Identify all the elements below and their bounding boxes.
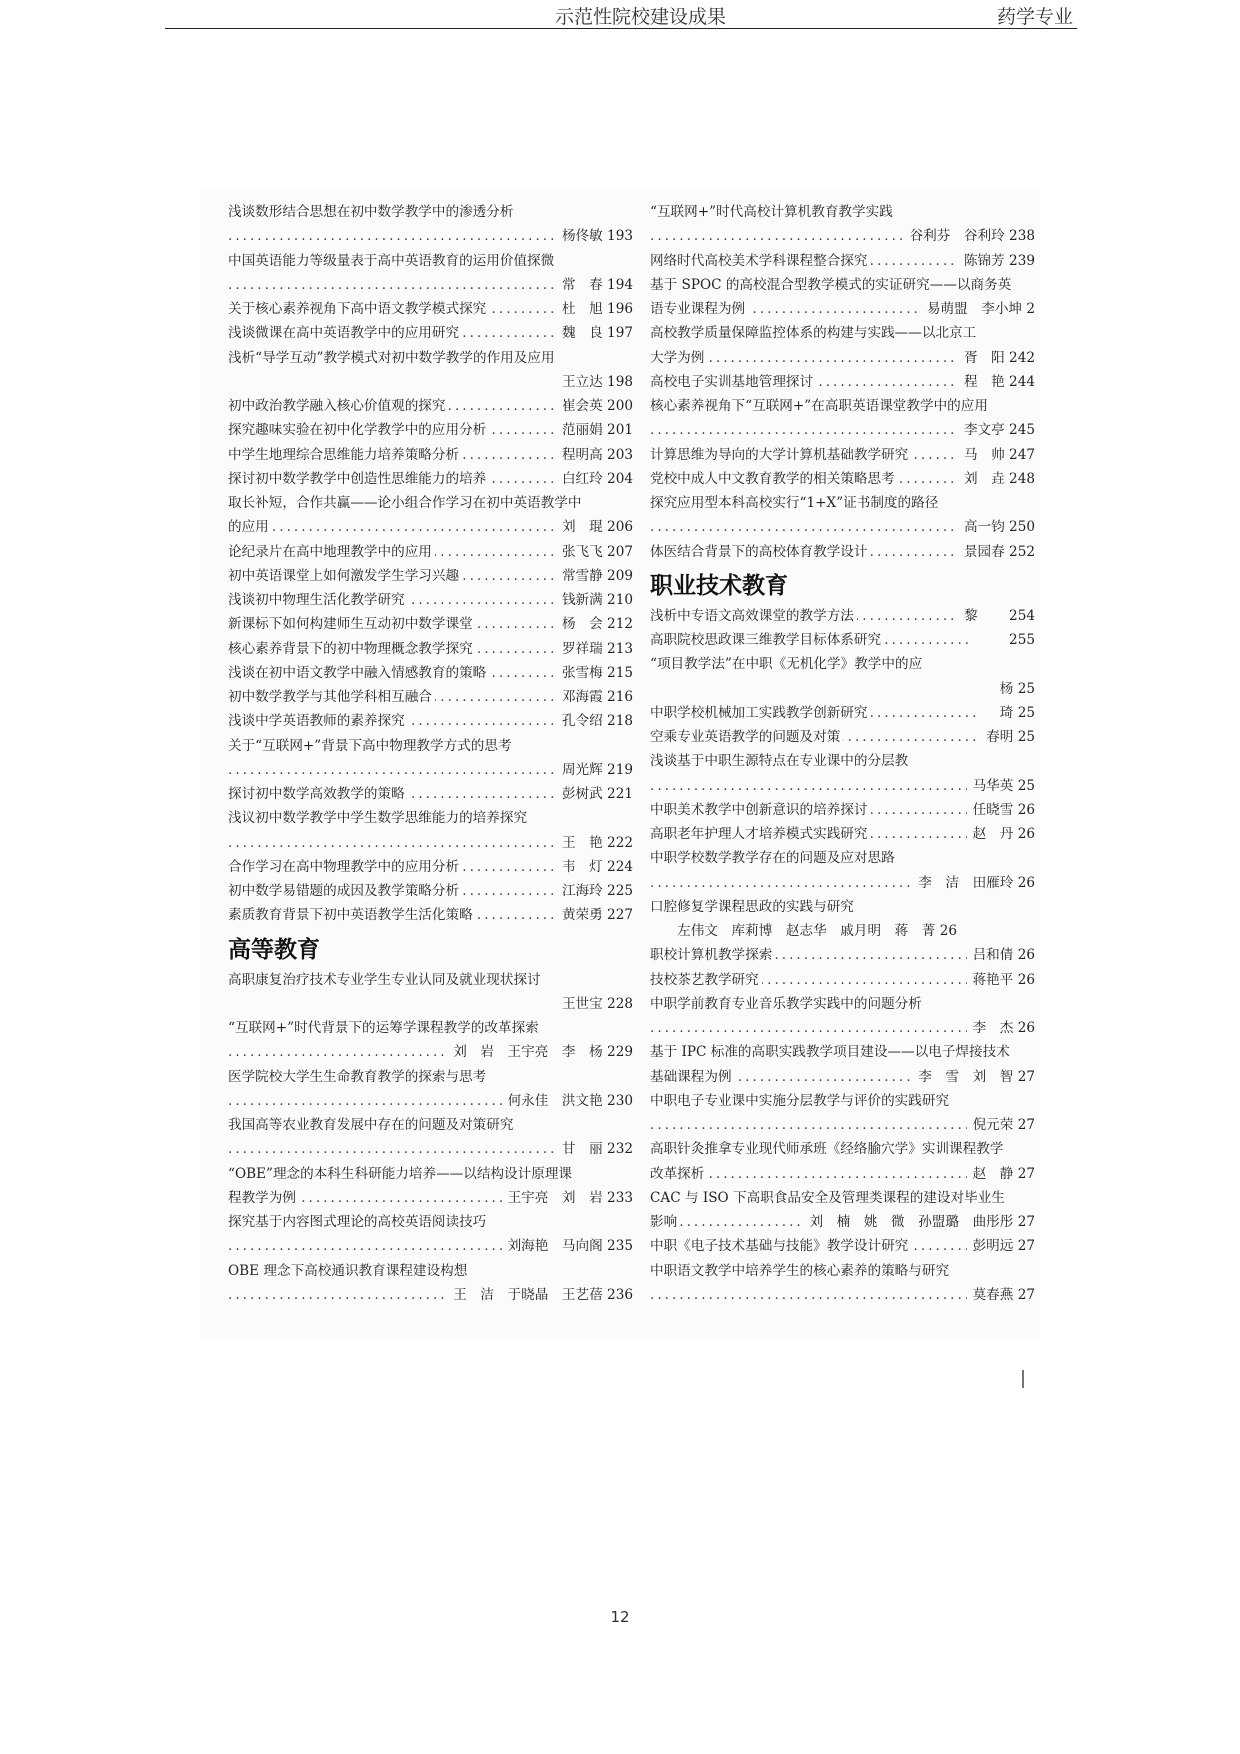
toc-entry [650, 1040, 1035, 1064]
toc-entry-title: 中职语文教学中培养学生的核心素养的策略与研究 [650, 1263, 952, 1279]
scan-mark [1022, 1370, 1024, 1388]
section-heading: 高等教育 [228, 936, 320, 963]
toc-entry [228, 968, 633, 992]
toc-entry-author-page: 胥 阳 242 [958, 346, 1035, 370]
toc-entry-author-page: 范丽娟 201 [556, 418, 633, 442]
toc-entry [228, 758, 633, 782]
toc-entry [228, 1137, 633, 1161]
toc-entry [650, 515, 1035, 539]
toc-entry-author-page: 常雪静 209 [556, 564, 633, 588]
toc-entry-author-page: 琦 25 [980, 701, 1035, 725]
toc-entry-title: 核心素养背景下的初中物理概念教学探究 [228, 641, 476, 657]
toc-entry [228, 443, 633, 467]
toc-entry-author-page: 刘 楠 姚 微 孙盟璐 曲彤彤 27 [803, 1210, 1035, 1234]
toc-entry [650, 846, 1035, 870]
toc-entry [650, 1234, 1035, 1258]
toc-entry-title: 影响 [650, 1214, 680, 1230]
toc-entry [650, 200, 1035, 224]
toc-entry-author-page: ..... 常 春 194 [556, 273, 633, 297]
toc-entry-title: 网络时代高校美术学科课程整合探究 [650, 253, 871, 269]
toc-entry-author-page: 江海玲 225 [556, 879, 633, 903]
toc-entry [228, 200, 633, 224]
toc-entry [650, 1259, 1035, 1283]
toc-entry-author-page: 王世宝 228 [556, 992, 633, 1016]
toc-entry [228, 637, 633, 661]
toc-entry-author-page: 王宇亮 刘 岩 233 [502, 1186, 633, 1210]
toc-entry-author-page: 易萌盟 李小坤 2 [921, 297, 1035, 321]
toc-entry-author-page: 赵 静 27 [967, 1162, 1035, 1186]
toc-entry-title: 职校计算机教学探索 [650, 947, 775, 963]
toc-entry [228, 1186, 633, 1210]
toc-entry-author-page: ..... 莫春燕 27 [967, 1283, 1035, 1307]
toc-entry [228, 467, 633, 491]
toc-entry-title: 关于核心素养视角下高中语文教学模式探究 [228, 301, 489, 317]
toc-entry [228, 346, 633, 370]
toc-entry-author-page: 255 [972, 628, 1035, 652]
toc-entry-title: 浅谈基于中职生源特点在专业课中的分层教 [650, 753, 911, 769]
toc-entry-title: 中职学前教育专业音乐教学实践中的问题分析 [650, 996, 925, 1012]
toc-entry [228, 1259, 633, 1283]
toc-entry [228, 1089, 633, 1113]
toc-entry-author-page: 蒋艳平 26 [967, 968, 1035, 992]
toc-entry [650, 943, 1035, 967]
toc-entry-title: 中学生地理综合思维能力培养策略分析 [228, 447, 462, 463]
toc-entry-author-page: 魏 良 197 [556, 321, 633, 345]
toc-entry-author-page: 孔令绍 218 [556, 709, 633, 733]
toc-entry [228, 782, 633, 806]
toc-entry-author-page: 任晓雪 26 [967, 798, 1035, 822]
toc-entry [650, 443, 1035, 467]
toc-entry-title: 初中数学教学与其他学科相互融合 [228, 689, 435, 705]
toc-entry-title: 大学为例 [650, 350, 707, 366]
toc-entry [228, 709, 633, 733]
toc-entry [228, 1016, 633, 1040]
toc-entry-title: 取长补短，合作共赢——论小组合作学习在初中英语教学中 [228, 495, 584, 511]
toc-entry [650, 774, 1035, 798]
toc-entry-author-page: 马 帅 247 [958, 443, 1035, 467]
toc-entry [228, 370, 633, 394]
toc-entry [650, 224, 1035, 248]
toc-entry [650, 491, 1035, 515]
toc-entry-author-page: 吕和倩 26 [967, 943, 1035, 967]
toc-entry-author-page: ..... 何永佳 洪文艳 230 [502, 1089, 633, 1113]
toc-entry-author-page: 杨 会 212 [556, 612, 633, 636]
toc-entry-title: “互联网+”时代背景下的运筹学课程教学的改革探索 [228, 1020, 542, 1036]
toc-entry-title: 浅谈在初中语文教学中融入情感教育的策略 [228, 665, 489, 681]
toc-entry [228, 903, 633, 927]
toc-entry-title: 基础课程为例 [650, 1069, 735, 1085]
toc-entry-author-page: ..... 谷利芬 谷利玲 238 [904, 224, 1035, 248]
toc-entry-title: 浅议初中数学教学中学生数学思维能力的培养探究 [228, 810, 530, 826]
toc-entry-title: 中职电子专业课中实施分层教学与评价的实践研究 [650, 1093, 952, 1109]
toc-entry [650, 249, 1035, 273]
toc-entry [650, 1113, 1035, 1137]
toc-entry-author-page: ..... 刘 岩 王宇亮 李 杨 229 [447, 1040, 633, 1064]
section-heading: 职业技术教育 [650, 572, 788, 599]
toc-entry-title: 程教学为例 [228, 1190, 299, 1206]
toc-entry [650, 677, 1035, 701]
toc-entry-author-page: 崔会英 200 [556, 394, 633, 418]
toc-entry-title: 中职学校机械加工实践教学创新研究 [650, 705, 871, 721]
toc-entry-title: 计算思维为导向的大学计算机基础教学研究 [650, 447, 911, 463]
toc-entry [228, 1040, 633, 1064]
toc-entry-title: 关于“互联网+”背景下高中物理教学方式的思考 [228, 738, 515, 754]
toc-entry-title: 浅谈微课在高中英语教学中的应用研究 [228, 325, 462, 341]
toc-entry [650, 297, 1035, 321]
toc-entry-author-page: ..... 李 洁 田雁玲 26 [912, 871, 1035, 895]
toc-entry-title: “互联网+”时代高校计算机教育教学实践 [650, 204, 896, 220]
toc-entry-title: 体医结合背景下的高校体育教学设计 [650, 544, 871, 560]
toc-entry [650, 540, 1035, 564]
toc-entry-title: 初中数学易错题的成因及教学策略分析 [228, 883, 462, 899]
toc-entry [228, 564, 633, 588]
toc-entry-title: 高职康复治疗技术专业学生专业认同及就业现状探讨 [228, 972, 544, 988]
toc-entry-author-page: ..... 周光辉 219 [556, 758, 633, 782]
toc-entry [228, 1210, 633, 1234]
toc-entry [650, 273, 1035, 297]
toc-entry-title: 探究基于内容图式理论的高校英语阅读技巧 [228, 1214, 489, 1230]
toc-entry [650, 895, 1035, 919]
page-header [165, 0, 1077, 29]
toc-entry-author-page: 黎 254 [958, 604, 1035, 628]
toc-entry-title: 探究趣味实验在初中化学教学中的应用分析 [228, 422, 489, 438]
toc-entry [228, 321, 633, 345]
toc-entry [650, 467, 1035, 491]
toc-entry-title: 高校电子实训基地管理探讨 [650, 374, 816, 390]
toc-entry [650, 1137, 1035, 1161]
toc-entry-author-page: ..... 甘 丽 232 [556, 1137, 633, 1161]
toc-entry-title: 医学院校大学生生命教育教学的探索与思考 [228, 1069, 489, 1085]
toc-entry [650, 871, 1035, 895]
toc-entry-title: 语专业课程为例 [650, 301, 748, 317]
toc-entry-title: 我国高等农业教育发展中存在的问题及对策研究 [228, 1117, 516, 1133]
toc-entry-title: 基于 IPC 标准的高职实践教学项目建设——以电子焊接技术 [650, 1044, 1013, 1060]
toc-entry-author-page: 程 艳 244 [958, 370, 1035, 394]
toc-entry-author-page: ..... 王 洁 于晓晶 王艺蓓 236 [447, 1283, 633, 1307]
toc-entry [650, 1089, 1035, 1113]
toc-entry [650, 1162, 1035, 1186]
toc-entry-title: 核心素养视角下“互联网+”在高职英语课堂教学中的应用 [650, 398, 991, 414]
toc-entry [228, 1113, 633, 1137]
toc-entry-title: 素质教育背景下初中英语教学生活化策略 [228, 907, 476, 923]
toc-entry [228, 515, 633, 539]
toc-entry-author-page: 李 雪 刘 智 27 [912, 1065, 1035, 1089]
toc-entry [650, 652, 1035, 676]
toc-entry [228, 1234, 633, 1258]
toc-entry [228, 394, 633, 418]
toc-entry [228, 992, 633, 1016]
toc-entry-title: 空乘专业英语教学的问题及对策 [650, 729, 843, 745]
toc-entry-author-page: 程明高 203 [556, 443, 633, 467]
toc-entry [650, 798, 1035, 822]
toc-entry [228, 1065, 633, 1089]
toc-entry [228, 540, 633, 564]
toc-entry-title: 的应用 [228, 519, 272, 535]
toc-entry [228, 612, 633, 636]
header-title: 示范性院校建设成果 [555, 6, 727, 28]
toc-entry-title: 高职院校思政课三维教学目标体系研究 [650, 632, 884, 648]
toc-entry-author-page: 景园春 252 [958, 540, 1035, 564]
toc-entry [228, 224, 633, 248]
toc-entry-author-page: 罗祥瑞 213 [556, 637, 633, 661]
toc-entry [650, 749, 1035, 773]
toc-entry-title: 初中政治教学融入核心价值观的探究 [228, 398, 449, 414]
toc-entry [650, 1065, 1035, 1089]
toc-entry-author-page: 王立达 198 [556, 370, 633, 394]
toc-entry-title: 改革探析 [650, 1166, 707, 1182]
toc-entry [228, 1283, 633, 1307]
toc-entry-author-page: ..... 马华英 25 [967, 774, 1035, 798]
toc-entry [228, 491, 633, 515]
toc-entry-title: 初中英语课堂上如何激发学生学习兴趣 [228, 568, 462, 584]
toc-entry-title: 浅析中专语文高效课堂的教学方法 [650, 608, 857, 624]
toc-entry-author-page: 赵 丹 26 [967, 822, 1035, 846]
toc-entry [650, 1283, 1035, 1307]
toc-entry-title: 浅谈初中物理生活化教学研究 [228, 592, 408, 608]
toc-entry-title: 论纪录片在高中地理教学中的应用 [228, 544, 435, 560]
toc-entry [228, 831, 633, 855]
toc-entry-title: 党校中成人中文教育教学的相关策略思考 [650, 471, 898, 487]
toc-entry-title: 探讨初中数学高效教学的策略 [228, 786, 408, 802]
toc-right-column [650, 200, 1035, 1307]
toc-entry-title: 口腔修复学课程思政的实践与研究 [650, 899, 857, 915]
toc-entry-title: 合作学习在高中物理教学中的应用分析 [228, 859, 462, 875]
toc-entry-author-page: 陈锦芳 239 [958, 249, 1035, 273]
toc-entry [228, 661, 633, 685]
toc-entry-author-page: 张雪梅 215 [556, 661, 633, 685]
toc-entry-author-page: 彭树武 221 [556, 782, 633, 806]
toc-entry-title: 基于 SPOC 的高校混合型教学模式的实证研究——以商务英 [650, 277, 1014, 293]
toc-entry [650, 919, 1035, 943]
toc-entry-author-page: 韦 灯 224 [556, 855, 633, 879]
toc-entry [228, 297, 633, 321]
toc-entry [650, 992, 1035, 1016]
toc-left-column [228, 200, 633, 1307]
toc-entry [228, 249, 633, 273]
toc-entry [650, 321, 1035, 345]
toc-entry [650, 725, 1035, 749]
toc-entry-title: 新课标下如何构建师生互动初中数学课堂 [228, 616, 476, 632]
toc-entry-title: 浅谈中学英语教师的素养探究 [228, 713, 408, 729]
header-major: 药学专业 [996, 6, 1073, 28]
page-number: 12 [610, 1608, 630, 1626]
toc-entry-author-page: 白红玲 204 [556, 467, 633, 491]
toc-entry-title: CAC 与 ISO 下高职食品安全及管理类课程的建设对毕业生 [650, 1190, 1008, 1206]
toc-entry-title: 左伟文 库莉博 赵志华 戚月明 蒋 菁 26 [650, 923, 960, 939]
toc-entry-title: 浅谈数形结合思想在初中数学教学中的渗透分析 [228, 204, 516, 220]
toc-entry-title: 高职老年护理人才培养模式实践研究 [650, 826, 871, 842]
toc-entry [650, 346, 1035, 370]
toc-entry [228, 418, 633, 442]
toc-entry-title: 中国英语能力等级量表于高中英语教育的运用价值探微 [228, 253, 557, 269]
toc-entry-title: “OBE”理念的本科生科研能力培养——以结构设计原理课 [228, 1166, 575, 1182]
toc-entry-author-page: ..... 王 艳 222 [556, 831, 633, 855]
toc-entry-author-page: 邓海霞 216 [556, 685, 633, 709]
toc-entry-author-page: 张飞飞 207 [556, 540, 633, 564]
toc-entry-author-page: 钱新满 210 [556, 588, 633, 612]
toc-entry [228, 1162, 633, 1186]
toc-entry [228, 879, 633, 903]
toc-entry-title: 探讨初中数学教学中创造性思维能力的培养 [228, 471, 489, 487]
toc-entry-title: OBE 理念下高校通识教育课程建设构想 [228, 1263, 470, 1279]
toc-entry [650, 1186, 1035, 1210]
toc-entry [228, 273, 633, 297]
toc-entry [650, 418, 1035, 442]
toc-entry-title: “项目教学法”在中职《无机化学》教学中的应 [650, 656, 925, 672]
toc-entry-author-page: 刘 琨 206 [556, 515, 633, 539]
toc-entry [650, 701, 1035, 725]
toc-entry-author-page: ..... 李文亭 245 [958, 418, 1035, 442]
toc-entry [650, 370, 1035, 394]
toc-entry [228, 685, 633, 709]
toc-entry [650, 1210, 1035, 1234]
toc-entry [228, 806, 633, 830]
toc-entry [228, 855, 633, 879]
toc-entry [650, 628, 1035, 652]
toc-entry-author-page: 春明 25 [980, 725, 1035, 749]
toc-entry [228, 588, 633, 612]
toc-entry [650, 604, 1035, 628]
toc-entry-author-page: 彭明远 27 [967, 1234, 1035, 1258]
toc-entry-title: 浅析“导学互动”教学模式对初中数学教学的作用及应用 [228, 350, 558, 366]
toc-entry-title: 探究应用型本科高校实行“1+X”证书制度的路径 [650, 495, 941, 511]
toc-entry-author-page: ..... 李 杰 26 [967, 1016, 1035, 1040]
toc-entry-title: 技校茶艺教学研究 [650, 972, 762, 988]
toc-entry [650, 968, 1035, 992]
toc-entry-title: 中职《电子技术基础与技能》教学设计研究 [650, 1238, 911, 1254]
toc-entry [650, 394, 1035, 418]
toc-entry-title: 中职学校数学教学存在的问题及应对思路 [650, 850, 898, 866]
toc-entry-title: 高职针灸推拿专业现代师承班《经络腧穴学》实训课程教学 [650, 1141, 1006, 1157]
toc-entry [228, 734, 633, 758]
toc-entry [650, 822, 1035, 846]
toc-entry-author-page: ..... 杨佟敏 193 [556, 224, 633, 248]
toc-entry-author-page: 刘 垚 248 [958, 467, 1035, 491]
toc-entry-author-page: 杨 25 [994, 677, 1035, 701]
toc-entry-author-page: 杜 旭 196 [556, 297, 633, 321]
toc-entry-title: 高校教学质量保障监控体系的构建与实践——以北京工 [650, 325, 979, 341]
toc-entry-author-page: ..... 刘海艳 马向阁 235 [502, 1234, 633, 1258]
toc-entry-author-page: ..... 高一钧 250 [958, 515, 1035, 539]
toc-entry-title: 中职美术教学中创新意识的培养探讨 [650, 802, 871, 818]
toc-entry-author-page: 黄荣勇 227 [556, 903, 633, 927]
toc-entry-author-page: ..... 倪元荣 27 [967, 1113, 1035, 1137]
toc-entry [650, 1016, 1035, 1040]
